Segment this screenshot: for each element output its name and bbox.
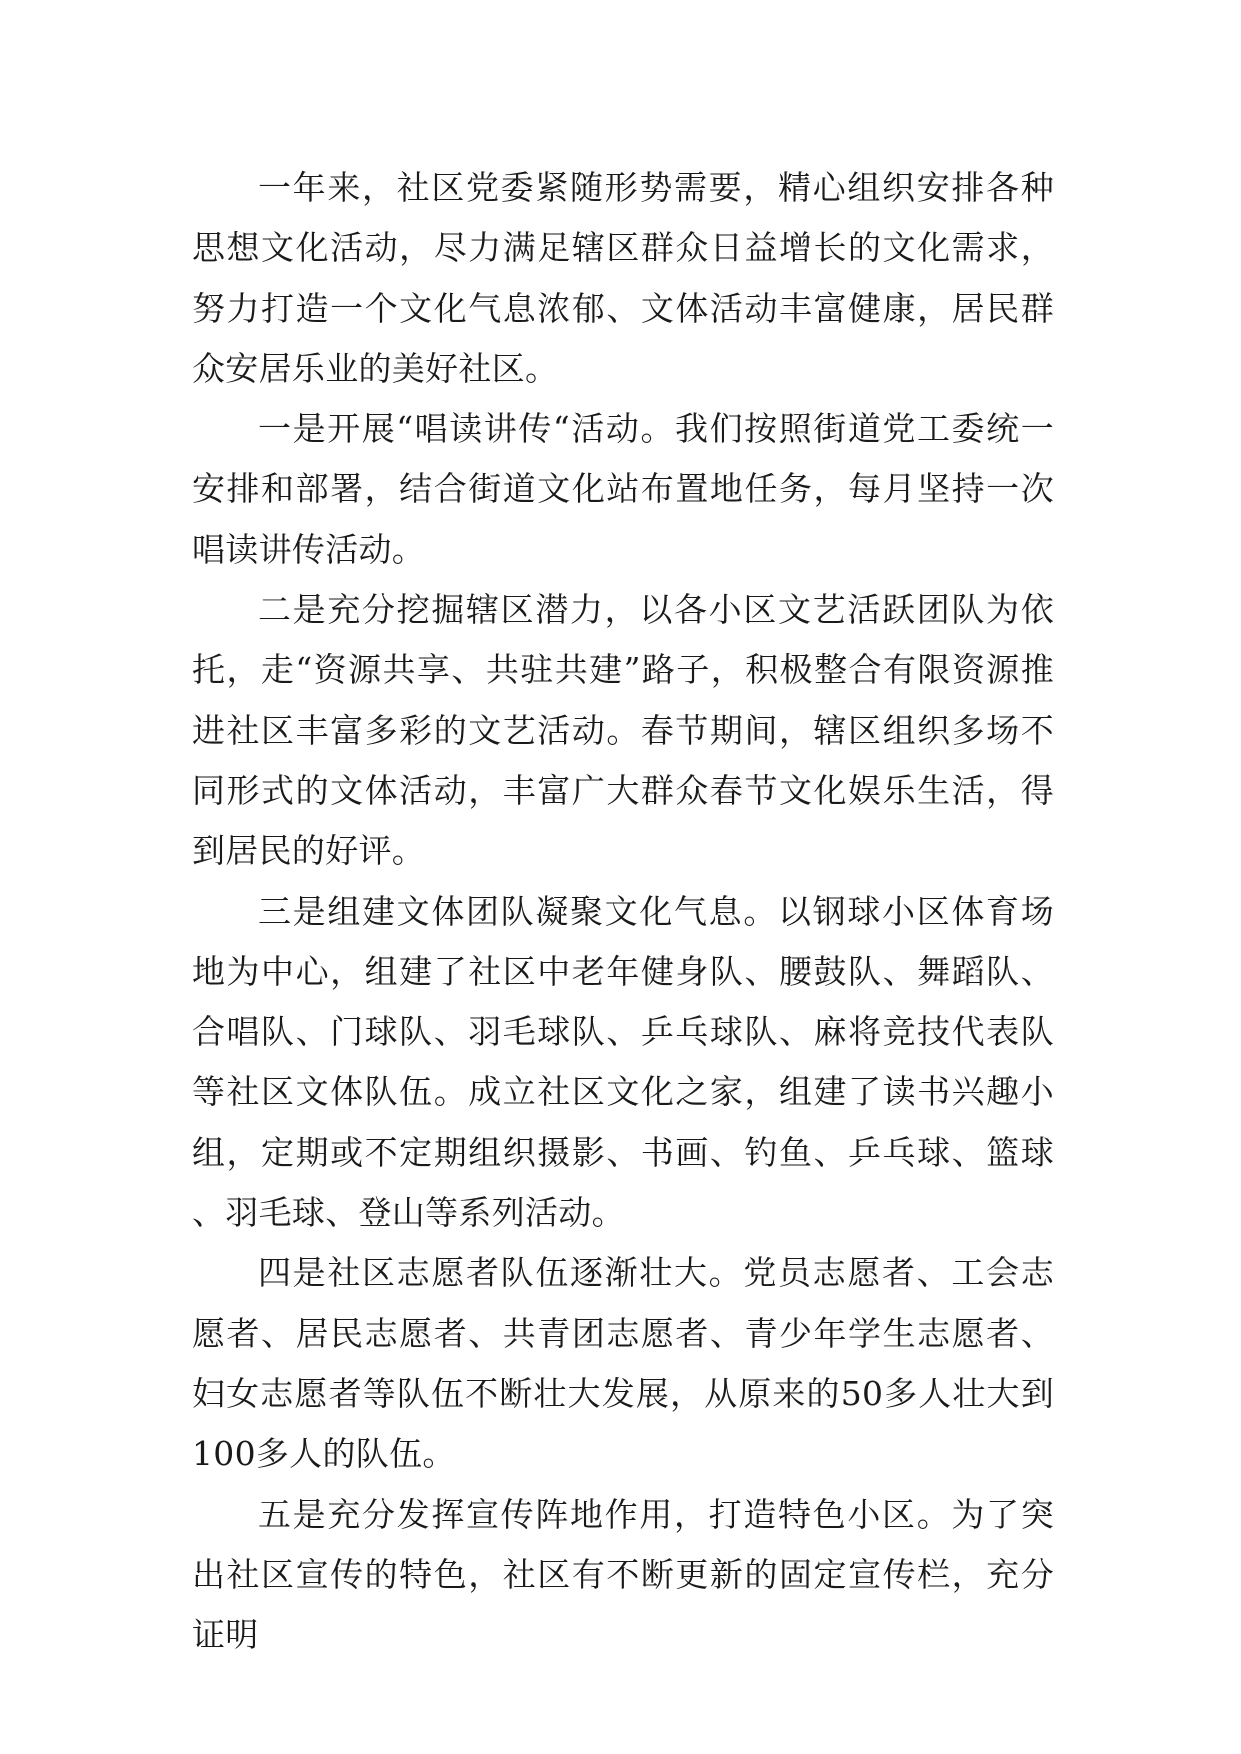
document-body xyxy=(192,158,1054,1665)
paragraph-intro: 一年来，社区党委紧随形势需要，精心组织安排各种思想文化活动，尽力满足辖区群众日益增长的文化需求，努力打造一个文化气息浓郁、文体活动丰富健康，居民群众安居乐业的美好社区。 xyxy=(192,168,1054,388)
paragraph-point-four: 四是社区志愿者队伍逐渐壮大。党员志愿者、工会志愿者、居民志愿者、共青团志愿者、青少年学生志愿者、妇女志愿者等队伍不断壮大发展，从原来的50多人壮大到100多人的队伍。 xyxy=(192,1253,1054,1474)
paragraph-point-two: 二是充分挖掘辖区潜力，以各小区文艺活跃团队为依托，走“资源共享、共驻共建”路子，积极整合有限资源推进社区丰富多彩的文艺活动。春节期间，辖区组织多场不同形式的文体活动，丰富广大群众春节文化娱乐生活，得到居民的好评。 xyxy=(192,590,1054,871)
paragraph-point-five: 五是充分发挥宣传阵地作用，打造特色小区。为了突出社区宣传的特色，社区有不断更新的固定宣传栏，充分证明 xyxy=(192,1494,1054,1655)
paragraph-point-one: 一是开展“唱读讲传“活动。我们按照街道党工委统一安排和部署，结合街道文化站布置地任务，每月坚持一次唱读讲传活动。 xyxy=(192,409,1054,569)
paragraph-point-three: 三是组建文体团队凝聚文化气息。以钢球小区体育场地为中心，组建了社区中老年健身队、腰鼓队、舞蹈队、合唱队、门球队、羽毛球队、乒乓球队、麻将竞技代表队等社区文体队伍。成立社区文化之家，组建了读书兴趣小组，定期或不定期组织摄影、书画、钓鱼、乒乓球、篮球、羽毛球、登山等系列活动。 xyxy=(192,891,1054,1233)
